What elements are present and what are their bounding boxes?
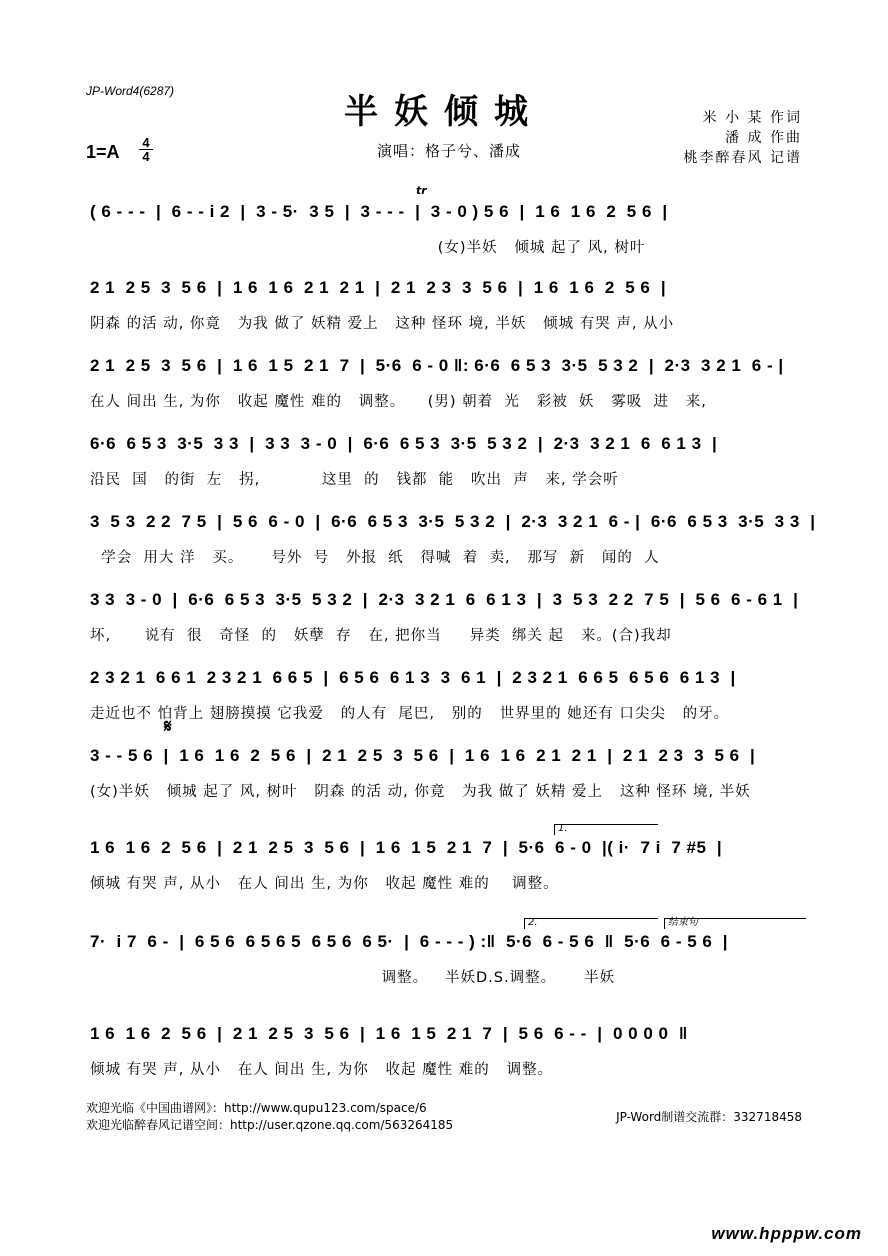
- meter-top: 4: [142, 135, 150, 150]
- notes-row-10: 7· i 7 6 - | 6 5 6 6 5 6 5 6 5 6 6 5· | 6 - - - ) :‖ 5·6 6 - 5 6 ‖ 5·6 6 - 5 6 |: [90, 932, 729, 951]
- notes-row-4: 6·6 6 5 3 3·5 3 3 | 3 3 3 - 0 | 6·6 6 5 3 3·5 5 3 2 | 2·3 3 2 1 6 6 1 3 |: [90, 434, 718, 453]
- lyrics-row-10: 调整。 半妖D.S.调整。 半妖: [90, 970, 616, 986]
- credits: [684, 108, 802, 168]
- notes-row-8: 3 - - 5 6 | 1 6 1 6 2 5 6 | 2 1 2 5 3 5 6 | 1 6 1 6 2 1 2 1 | 2 1 2 3 3 5 6 |: [90, 746, 756, 765]
- notes-row-5: 3 5 3 2 2 7 5 | 5 6 6 - 0 | 6·6 6 5 3 3·5 5 3 2 | 2·3 3 2 1 6 - | 6·6 6 5 3 3·5 3 3 |: [90, 512, 816, 531]
- lyrics-row-2: 阴森 的活 动, 你竟 为我 做了 妖精 爱上 这种 怪环 境, 半妖 倾城 有哭 声, 从小: [90, 316, 675, 332]
- notes-row-11: 1 6 1 6 2 5 6 | 2 1 2 5 3 5 6 | 1 6 1 5 2 1 7 | 5 6 6 - - | 0 0 0 0 ‖: [90, 1024, 688, 1043]
- score-row-3: [86, 352, 806, 418]
- key-signature: 1=A: [86, 142, 120, 162]
- footer-links: [86, 1100, 453, 1134]
- lyrics-row-5: 学会 用大 洋 买。 号外 号 外报 纸 得喊 着 卖, 那写 新 闻的 人: [90, 550, 660, 566]
- score-row-4: [86, 430, 806, 496]
- notes-row-7: 2 3 2 1 6 6 1 2 3 2 1 6 6 5 | 6 5 6 6 1 3 3 6 1 | 2 3 2 1 6 6 5 6 5 6 6 1 3 |: [90, 668, 736, 687]
- second-ending-bracket: 2.: [524, 918, 658, 929]
- lyrics-row-11: 倾城 有哭 声, 从小 在人 间出 生, 为你 收起 魔性 难的 调整。: [90, 1062, 554, 1078]
- lyrics-row-9: 倾城 有哭 声, 从小 在人 间出 生, 为你 收起 魔性 难的 调整。: [90, 876, 559, 892]
- lyrics-row-8: (女)半妖 倾城 起了 风, 树叶 阴森 的活 动, 你竟 为我 做了 妖精 爱上 这种 怪环 境, 半妖: [90, 784, 751, 800]
- lyricist-credit: 米 小 某 作词: [702, 110, 802, 126]
- footer-line-1: 欢迎光临《中国曲谱网》：http://www.qupu123.com/space/6: [86, 1101, 427, 1115]
- lyrics-row-6: 坏, 说有 很 奇怪 的 妖孽 存 在, 把你当 异类 绑关 起 来。(合)我却: [90, 628, 672, 644]
- lyrics-row-7: 走近也不 怕背上 翅膀摸摸 它我爱 的人有 尾巴, 别的 世界里的 她还有 口尖尖 的牙。: [90, 706, 730, 722]
- trill-mark: tr: [416, 184, 427, 197]
- score-row-6: [86, 586, 806, 652]
- score-row-2: [86, 274, 806, 340]
- watermark: www.hpppw.com: [711, 1224, 862, 1243]
- score-row-9: [86, 823, 806, 900]
- lyrics-row-1: (女)半妖 倾城 起了 风, 树叶: [90, 240, 646, 256]
- qq-group: JP-Word制谱交流群：332718458: [616, 1110, 802, 1124]
- score-row-10: [86, 917, 806, 994]
- score-row-1: [86, 184, 806, 264]
- page-title: 半妖倾城: [344, 92, 544, 132]
- notes-row-2: 2 1 2 5 3 5 6 | 1 6 1 6 2 1 2 1 | 2 1 2 3 3 5 6 | 1 6 1 6 2 5 6 |: [90, 278, 667, 297]
- segno-mark: 𝄋: [164, 716, 172, 737]
- score-row-7: [86, 664, 806, 730]
- singer-line: 演唱：格子兮、潘成: [376, 142, 521, 160]
- notes-row-6: 3 3 3 - 0 | 6·6 6 5 3 3·5 5 3 2 | 2·3 3 2 1 6 6 1 3 | 3 5 3 2 2 7 5 | 5 6 6 - 6 1 |: [90, 590, 799, 609]
- score-row-11: [86, 1020, 806, 1086]
- lyrics-row-4: 沿民 国 的街 左 拐, 这里 的 钱都 能 吹出 声 来, 学会听: [90, 472, 619, 488]
- notes-row-1: ( 6 - - - | 6 - - i 2 | 3 - 5· 3 5 | 3 - - - | 3 - 0 ) 5 6 | 1 6 1 6 2 5 6 |: [90, 202, 668, 221]
- score-row-5: [86, 508, 816, 574]
- time-signature: [139, 136, 153, 163]
- notes-row-3: 2 1 2 5 3 5 6 | 1 6 1 5 2 1 7 | 5·6 6 - 0 ‖: 6·6 6 5 3 3·5 5 3 2 | 2·3 3 2 1 6 - |: [90, 356, 784, 375]
- footer-line-2: 欢迎光临醉春风记谱空间：http://user.qzone.qq.com/563264185: [86, 1118, 454, 1132]
- lyrics-row-3: 在人 间出 生, 为你 收起 魔性 难的 调整。 (男) 朝着 光 彩被 妖 雾吸 进 来,: [90, 394, 707, 410]
- composer-credit: 潘 成 作曲: [725, 130, 802, 146]
- score-row-8: [86, 716, 806, 808]
- transcriber-credit: 桃李醉春风 记谱: [683, 150, 802, 166]
- coda-bracket: 结束句: [664, 918, 806, 929]
- software-label: JP-Word4(6287): [86, 84, 175, 98]
- first-ending-bracket: 1.: [554, 824, 658, 835]
- meter-bottom: 4: [142, 149, 150, 164]
- notes-row-9: 1 6 1 6 2 5 6 | 2 1 2 5 3 5 6 | 1 6 1 5 2 1 7 | 5·6 6 - 0 |( i· 7 i 7 #5 |: [90, 838, 723, 857]
